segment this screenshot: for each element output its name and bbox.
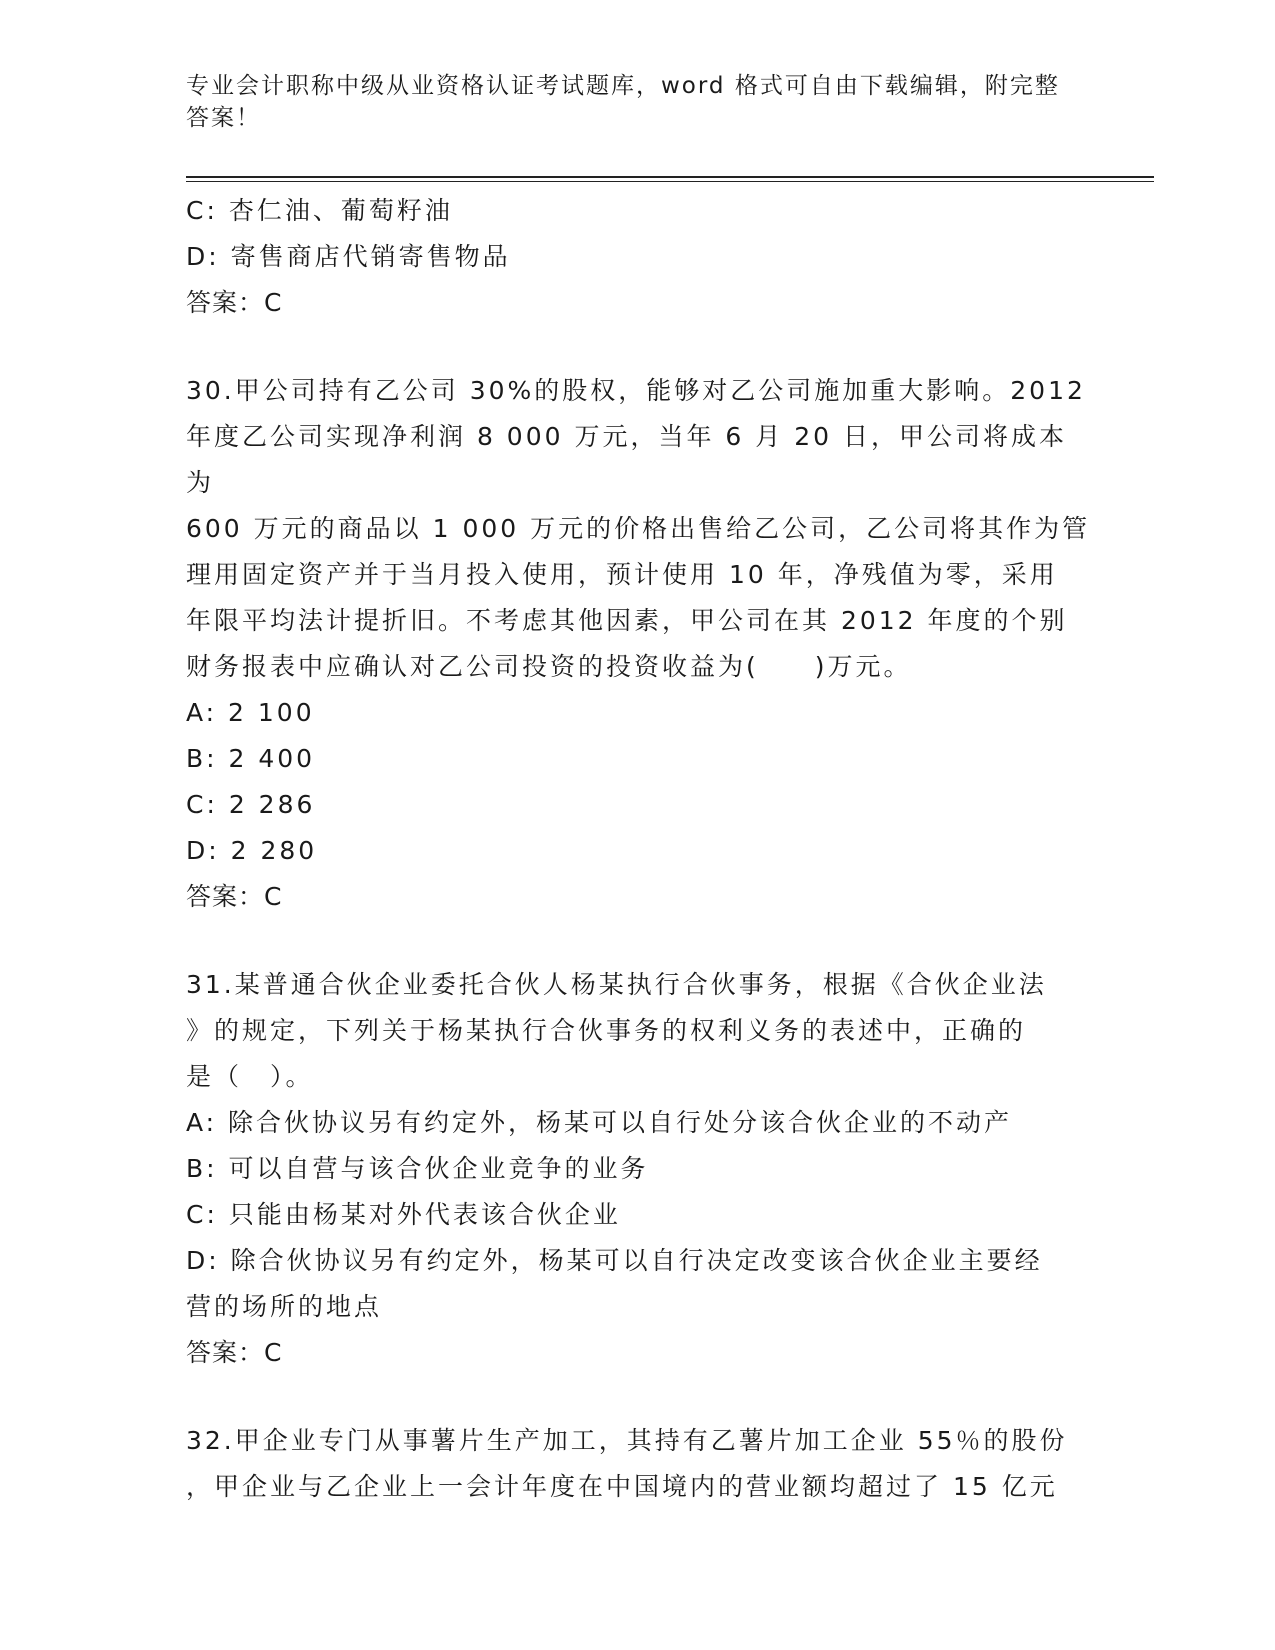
question-stem-line: 财务报表中应确认对乙公司投资的投资收益为( )万元。 [186,652,912,681]
document-header [186,70,1076,134]
header-rule-thin [186,181,1154,182]
question-stem-line: 》的规定，下列关于杨某执行合伙事务的权利义务的表述中，正确的 [186,1016,1027,1045]
option-d-continued: 营的场所的地点 [186,1292,383,1321]
option-d: D: 寄售商店代销寄售物品 [186,242,511,271]
answer: 答案：C [186,288,283,317]
question-stem-line: 年限平均法计提折旧。不考虑其他因素，甲公司在其 2012 年度的个别 [186,606,1068,635]
option-c: C: 2 286 [186,790,316,819]
question-stem-line: 31.某普通合伙企业委托合伙人杨某执行合伙事务，根据《合伙企业法 [186,970,1047,999]
option-b: B: 2 400 [186,744,316,773]
question-block-31 [186,962,1091,1376]
question-block-prev [186,188,1091,326]
question-block-32 [186,1418,1091,1510]
question-stem-line: 30.甲公司持有乙公司 30%的股权，能够对乙公司施加重大影响。2012 [186,376,1086,405]
option-a: A: 除合伙协议另有约定外，杨某可以自行处分该合伙企业的不动产 [186,1108,1013,1137]
question-stem-line: 是（ ）。 [186,1062,314,1091]
question-stem-line: 600 万元的商品以 1 000 万元的价格出售给乙公司，乙公司将其作为管 [186,514,1091,543]
header-rule-thick [186,176,1154,178]
option-c: C: 只能由杨某对外代表该合伙企业 [186,1200,621,1229]
question-stem-line: 年度乙公司实现净利润 8 000 万元，当年 6 月 20 日，甲公司将成本为 [186,422,1067,497]
question-block-30 [186,368,1091,920]
answer: 答案：C [186,882,283,911]
answer: 答案：C [186,1338,283,1367]
document-body [186,188,1091,1510]
option-a: A: 2 100 [186,698,315,727]
option-c: C: 杏仁油、葡萄籽油 [186,196,453,225]
question-stem-line: ，甲企业与乙企业上一会计年度在中国境内的营业额均超过了 15 亿元 [186,1472,1058,1501]
option-d: D: 2 280 [186,836,318,865]
question-stem-line: 理用固定资产并于当月投入使用，预计使用 10 年，净残值为零，采用 [186,560,1058,589]
header-title: 专业会计职称中级从业资格认证考试题库，word 格式可自由下载编辑，附完整答案！ [186,73,1060,131]
question-stem-line: 32.甲企业专门从事薯片生产加工，其持有乙薯片加工企业 55％的股份 [186,1426,1068,1455]
option-d: D: 除合伙协议另有约定外，杨某可以自行决定改变该合伙企业主要经 [186,1246,1043,1275]
option-b: B: 可以自营与该合伙企业竞争的业务 [186,1154,649,1183]
